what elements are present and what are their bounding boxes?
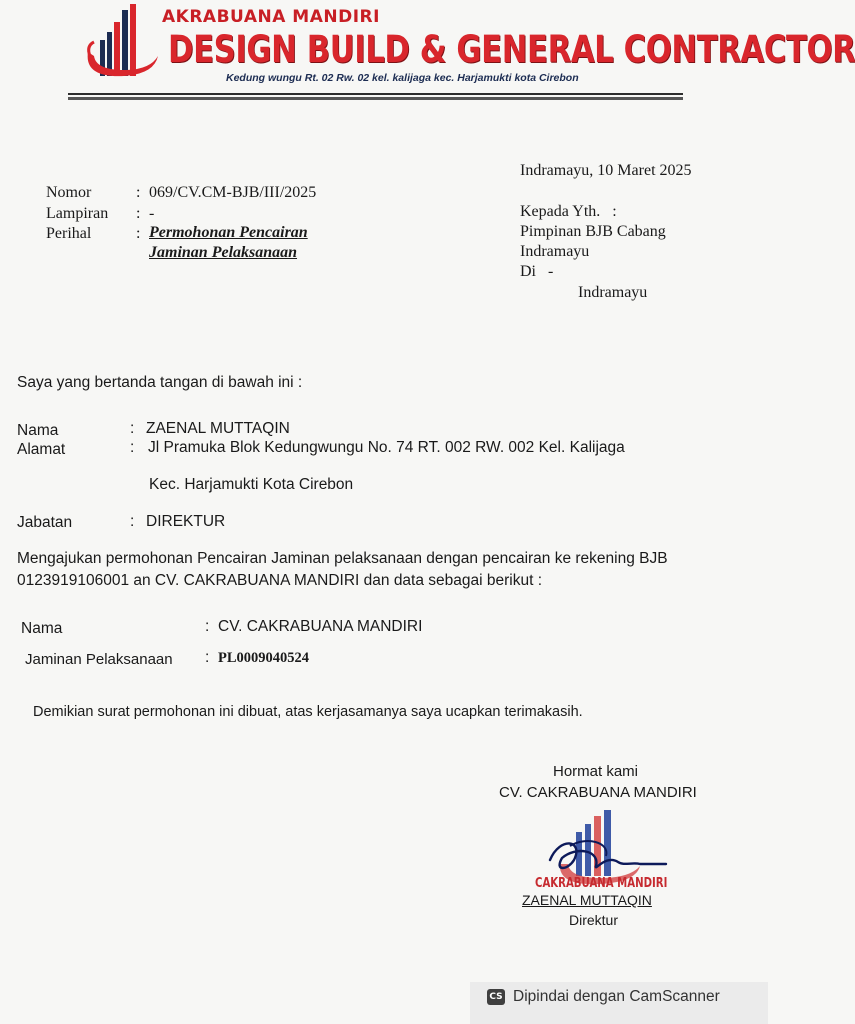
scanner-watermark-text: Dipindai dengan CamScanner — [513, 988, 720, 1005]
signature-company: CV. CAKRABUANA MANDIRI — [499, 784, 697, 801]
nama-value: ZAENAL MUTTAQIN — [146, 420, 290, 437]
signer-title: Direktur — [569, 912, 619, 928]
stamp-company-text: CAKRABUANA MANDIRI — [535, 876, 668, 891]
header-rule — [68, 93, 683, 95]
letter-date: Indramayu, 10 Maret 2025 — [520, 162, 692, 179]
recipient-di: Di - — [520, 263, 554, 280]
alamat-colon: : — [130, 439, 135, 456]
recipient-line-1: Pimpinan BJB Cabang — [520, 223, 666, 240]
request-paragraph-line-2: 0123919106001 an CV. CAKRABUANA MANDIRI dan data sebagai berikut : — [17, 572, 543, 589]
lampiran-value: - — [149, 205, 155, 222]
lampiran-colon: : — [136, 205, 141, 222]
cv-nama-label: Nama — [21, 620, 63, 637]
nama-label: Nama — [17, 422, 59, 439]
alamat-label: Alamat — [17, 441, 66, 458]
company-tagline: DESIGN BUILD & GENERAL CONTRACTOR — [168, 28, 855, 71]
perihal-colon: : — [136, 225, 141, 242]
camscanner-icon: CS — [487, 989, 505, 1005]
request-paragraph — [17, 548, 757, 592]
alamat-line-1: Jl Pramuka Blok Kedungwungu No. 74 RT. 002 RW. 002 Kel. Kalijaga — [148, 439, 625, 456]
signer-name: ZAENAL MUTTAQIN — [522, 892, 652, 908]
jabatan-colon: : — [130, 513, 135, 530]
alamat-line-2: Kec. Harjamukti Kota Cirebon — [149, 476, 354, 493]
jabatan-value: DIREKTUR — [146, 513, 226, 530]
recipient-line-2: Indramayu — [520, 243, 590, 260]
header-rule-thick — [68, 97, 683, 100]
company-name-small: AKRABUANA MANDIRI — [162, 7, 380, 27]
perihal-line-2: Jaminan Pelaksanaan — [149, 244, 298, 261]
company-logo — [84, 2, 164, 84]
kepada-yth: Kepada Yth. : — [520, 203, 617, 220]
recipient-city: Indramayu — [578, 284, 648, 301]
jaminan-value: PL0009040524 — [218, 650, 310, 666]
jaminan-label: Jaminan Pelaksanaan — [25, 651, 173, 668]
nomor-label: Nomor — [46, 184, 92, 201]
lampiran-label: Lampiran — [46, 205, 109, 222]
closing-text: Demikian surat permohonan ini dibuat, atas kerjasamanya saya ucapkan terimakasih. — [33, 704, 583, 720]
nama-colon: : — [130, 420, 135, 437]
jabatan-label: Jabatan — [17, 514, 73, 531]
request-paragraph-line-1: Mengajukan permohonan Pencairan Jaminan pelaksanaan dengan pencairan ke rekening BJB — [17, 550, 668, 567]
perihal-label: Perihal — [46, 225, 92, 242]
nomor-value: 069/CV.CM-BJB/III/2025 — [149, 184, 317, 201]
jaminan-colon: : — [205, 649, 210, 666]
intro-text: Saya yang bertanda tangan di bawah ini : — [17, 374, 303, 391]
cv-nama-value: CV. CAKRABUANA MANDIRI — [218, 618, 423, 635]
nomor-colon: : — [136, 184, 141, 201]
hormat-kami: Hormat kami — [553, 763, 639, 780]
company-address: Kedung wungu Rt. 02 Rw. 02 kel. kalijaga kec. Harjamukti kota Cirebon — [226, 72, 579, 84]
perihal-line-1: Permohonan Pencairan — [149, 224, 308, 241]
cv-nama-colon: : — [205, 618, 210, 635]
